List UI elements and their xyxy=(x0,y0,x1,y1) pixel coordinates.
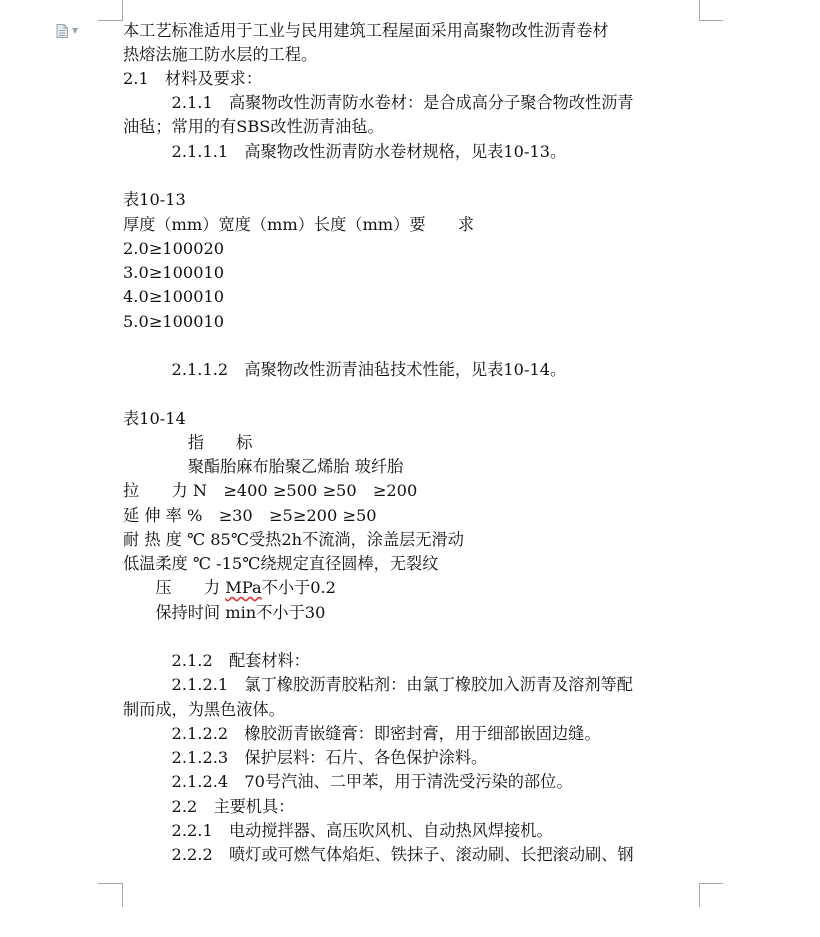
crop-mark-top-right-h xyxy=(699,20,723,21)
table-caption: 表10-14 xyxy=(123,409,186,428)
crop-mark-top-left-h xyxy=(98,20,123,21)
table-header-row: 聚酯胎麻布胎聚乙烯胎 玻纤胎 xyxy=(123,457,404,476)
text-line: 油毡；常用的有SBS改性沥青油毡。 xyxy=(123,117,384,136)
crop-mark-bottom-right-h xyxy=(699,883,723,884)
table-row: 拉 力 N ≥400 ≥500 ≥50 ≥200 xyxy=(123,481,418,500)
table-row: 保持时间 min不小于30 xyxy=(123,603,326,622)
text-line: 2.1.2 配套材料： xyxy=(123,651,310,670)
table-row: 5.0≥100010 xyxy=(123,312,225,331)
text-line: 2.1.2.2 橡胶沥青嵌缝膏：即密封膏，用于细部嵌固边缝。 xyxy=(123,724,601,743)
crop-mark-top-left-v xyxy=(122,0,123,21)
table-header-row: 厚度（mm）宽度（mm）长度（mm）要 求 xyxy=(123,215,475,234)
crop-mark-bottom-left-h xyxy=(98,883,123,884)
table-row xyxy=(123,576,336,600)
text-line: 2.1 材料及要求： xyxy=(123,69,263,88)
text-line: 2.1.1.2 高聚物改性沥青油毡技术性能，见表10-14。 xyxy=(123,360,567,379)
spellcheck-word[interactable]: MPa xyxy=(225,578,262,597)
table-row: 4.0≥100010 xyxy=(123,287,225,306)
table-row: 耐 热 度 ℃ 85℃受热2h不流淌，涂盖层无滑动 xyxy=(123,530,464,549)
text-line: 2.1.1 高聚物改性沥青防水卷材：是合成高分子聚合物改性沥青 xyxy=(123,93,634,112)
table-header-row: 指 标 xyxy=(123,433,253,452)
text-line: 2.2 主要机具： xyxy=(123,797,295,816)
table-row: 低温柔度 ℃ -15℃绕规定直径圆棒，无裂纹 xyxy=(123,554,439,573)
text-line: 2.1.2.1 氯丁橡胶沥青胶粘剂：由氯丁橡胶加入沥青及溶剂等配 xyxy=(123,675,633,694)
text-line: 2.1.2.4 70号汽油、二甲苯，用于清洗受污染的部位。 xyxy=(123,772,573,791)
text-line: 制而成，为黑色液体。 xyxy=(123,700,285,719)
text-line: 2.1.1.1 高聚物改性沥青防水卷材规格，见表10-13。 xyxy=(123,142,567,161)
text-line: 2.2.1 电动搅拌器、高压吹风机、自动热风焊接机。 xyxy=(123,821,553,840)
document-icon[interactable] xyxy=(56,24,68,38)
crop-mark-bottom-right-v xyxy=(699,883,700,907)
table-caption: 表10-13 xyxy=(123,190,186,209)
table-row: 2.0≥100020 xyxy=(123,239,225,258)
text-line: 热熔法施工防水层的工程。 xyxy=(123,45,318,64)
pressure-label: 压 力 xyxy=(123,578,226,597)
crop-mark-bottom-left-v xyxy=(122,883,123,907)
text-line: 2.1.2.3 保护层料：石片、各色保护涂料。 xyxy=(123,748,488,767)
text-line: 2.2.2 喷灯或可燃气体焰炬、铁抹子、滚动刷、长把滚动刷、钢 xyxy=(123,845,634,864)
crop-mark-top-right-v xyxy=(699,0,700,21)
table-row: 3.0≥100010 xyxy=(123,263,225,282)
pressure-value: 不小于0.2 xyxy=(261,578,336,597)
table-row: 延 伸 率 % ≥30 ≥5≥200 ≥50 xyxy=(123,506,377,525)
text-line: 本工艺标准适用于工业与民用建筑工程屋面采用高聚物改性沥青卷材 xyxy=(123,21,609,40)
dropdown-caret-icon[interactable]: ▼ xyxy=(72,26,79,35)
